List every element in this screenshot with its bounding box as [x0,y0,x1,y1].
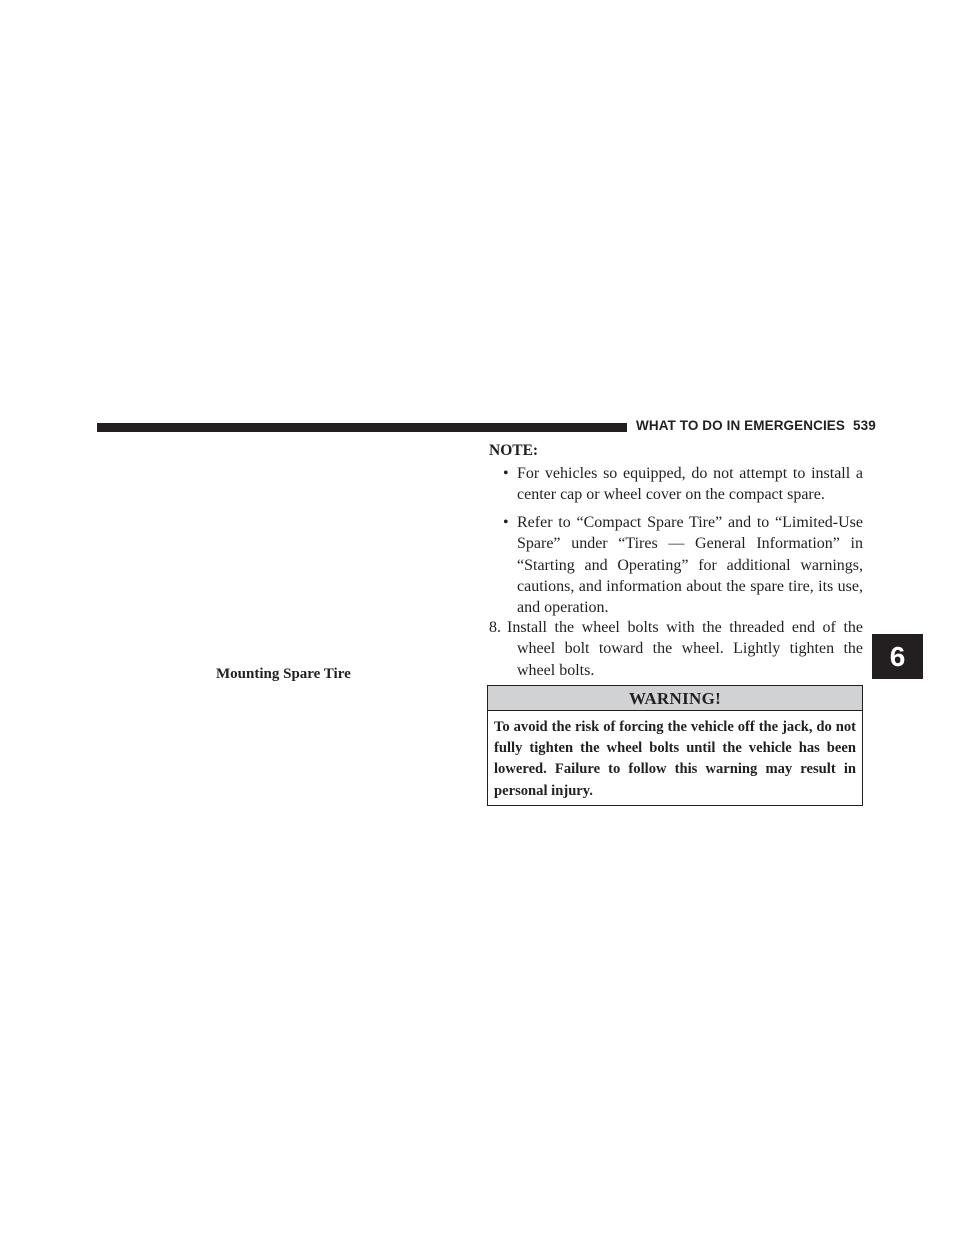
note-bullet-text: For vehicles so equipped, do not attempt to install a center cap or wheel cover on the compact spare. [517,465,863,504]
warning-box [487,685,863,806]
running-header [636,418,876,433]
note-heading: NOTE: [489,442,539,459]
procedure-step [489,617,863,681]
header-rule [97,423,627,432]
bullet-icon: • [503,514,509,531]
warning-body: To avoid the risk of forcing the vehicle off the jack, do not fully tighten the wheel bolts until the vehicle has been lowered. Failure to follow this warning may result in personal injury. [494,719,856,799]
warning-title: WARNING! [488,686,862,711]
note-bullet-item [503,512,863,618]
note-bullet-text: Refer to “Compact Spare Tire” and to “Limited-Use Spare” under “Tires — General Information” in “Starting and Operating” for additional warnings, cautions, and information about the spare tire, its use, and operation. [517,514,863,617]
step-text: Install the wheel bolts with the threaded end of the wheel bolt toward the wheel. Lightly tighten the wheel bolts. [507,619,863,679]
step-number: 8. [489,619,501,636]
page-number: 539 [853,418,876,433]
figure-caption: Mounting Spare Tire [216,666,351,682]
chapter-tab: 6 [872,634,923,679]
bullet-icon: • [503,465,509,482]
section-title: WHAT TO DO IN EMERGENCIES [636,418,846,433]
note-bullet-item [503,463,863,506]
